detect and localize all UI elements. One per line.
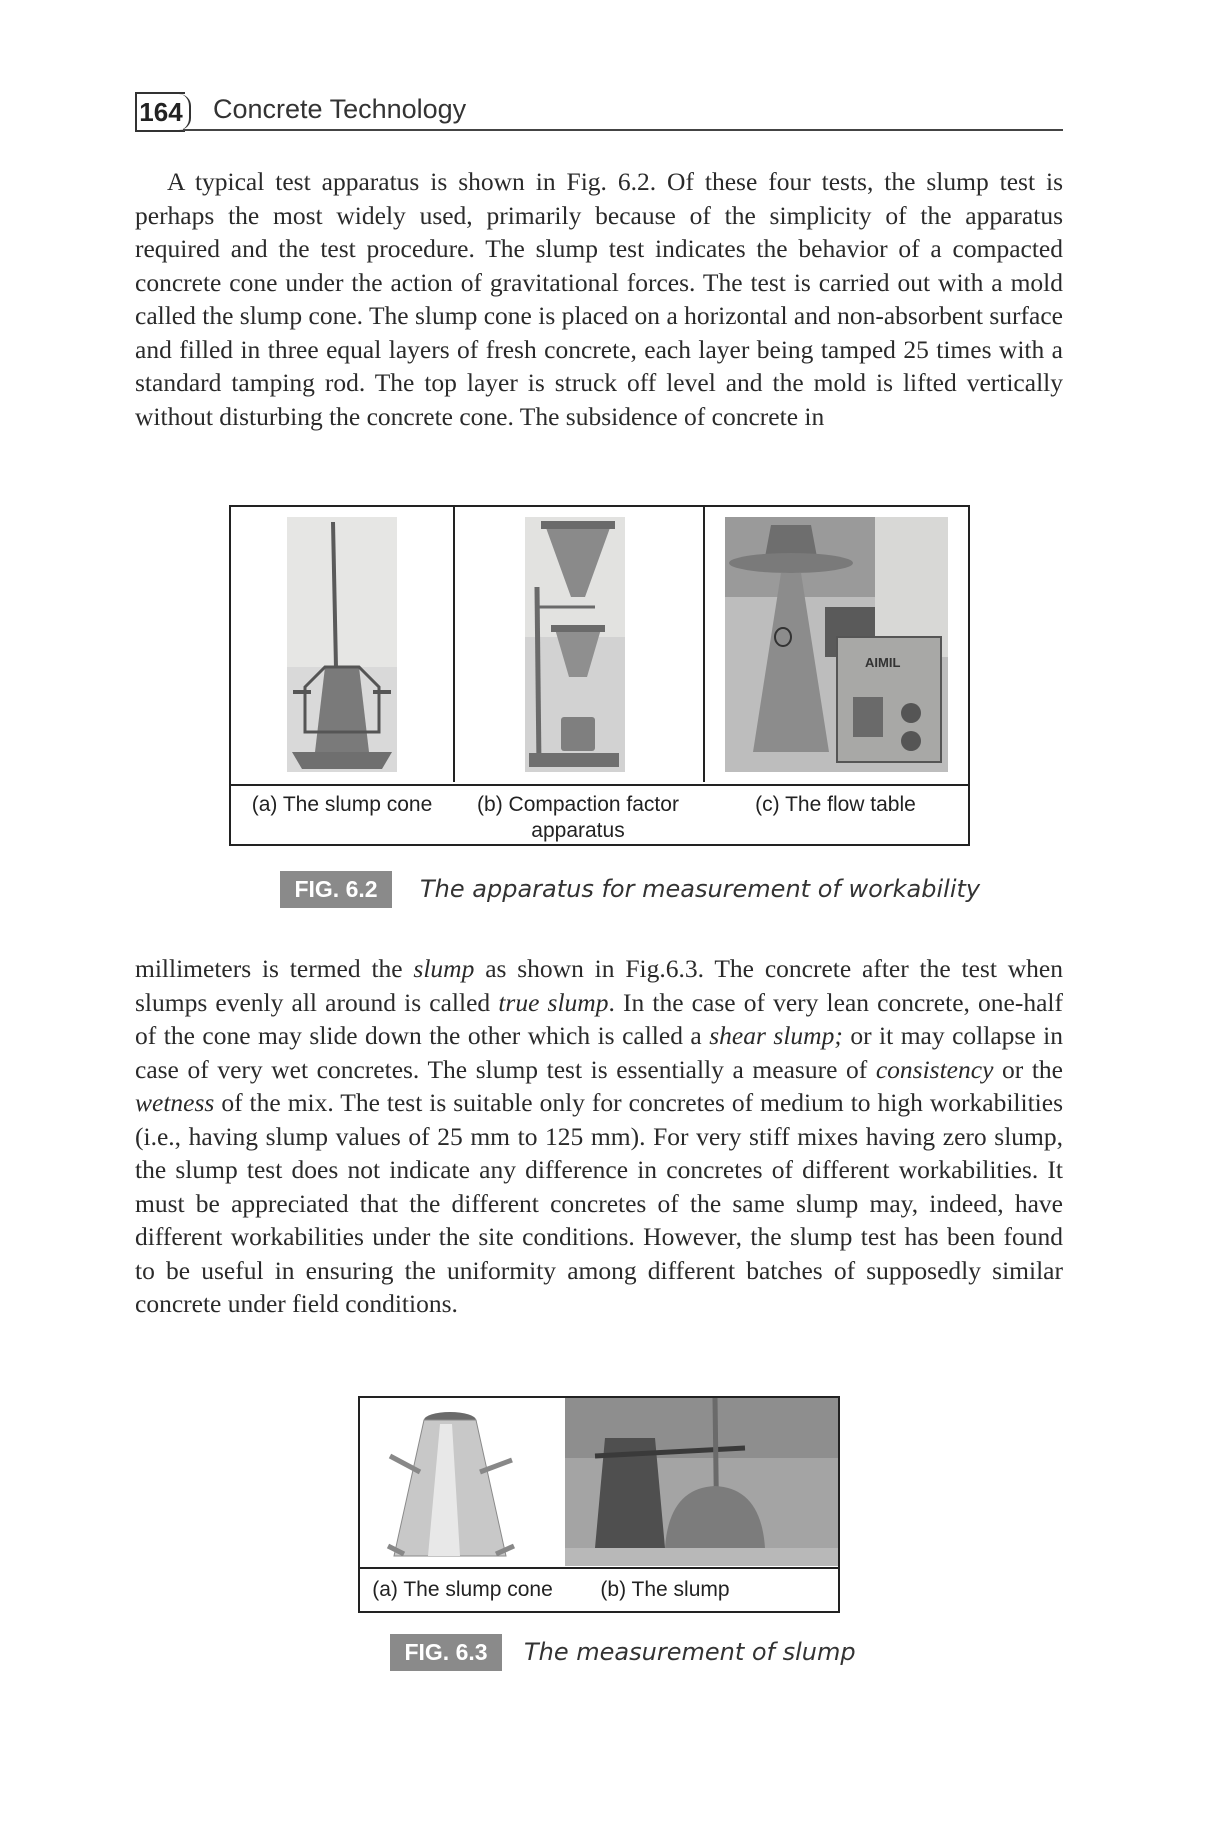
page-number: 164: [135, 92, 185, 132]
fig62-panel-b: [453, 507, 705, 782]
flow-table-photo: [725, 517, 948, 772]
fig62-caption-c: (c) The flow table: [755, 793, 916, 816]
aimil-sticker: AIMIL: [865, 655, 901, 670]
paragraph-2-text: millimeters is termed the: [135, 954, 414, 983]
term-true-slump: true slump: [498, 987, 609, 1017]
figure-6-2: [229, 505, 970, 846]
fig62-caption-b: (b) Compaction factor apparatus: [477, 793, 679, 842]
figure-6-3: [358, 1396, 840, 1613]
figure-6-3-label: FIG. 6.3: [390, 1634, 502, 1671]
slump-cone-photo: [287, 517, 397, 772]
paragraph-2-text: or it may collapse in case of very wet concretes. The slump test is essentially a measure of: [135, 1021, 1063, 1084]
paragraph-2-text: as shown in Fig.6.3. The concrete after the test when slumps evenly all around is called: [135, 954, 1063, 1017]
metal-slump-cone-photo: [380, 1406, 520, 1564]
slump-measurement-photo: [565, 1398, 838, 1566]
term-slump: slump: [413, 954, 475, 983]
term-consistency: consistency: [875, 1054, 994, 1084]
fig62-caption-row: [231, 784, 968, 844]
fig63-panel-a: [360, 1398, 565, 1568]
paragraph-2: [135, 952, 1063, 1321]
fig63-caption-a: (a) The slump cone: [372, 1578, 553, 1601]
paragraph-1: [135, 165, 1063, 433]
term-wetness: wetness: [135, 1088, 215, 1117]
fig62-panel-c: [703, 507, 968, 782]
term-shear-slump: shear slump;: [709, 1021, 843, 1050]
paragraph-2-text: of the mix. The test is suitable only for concretes of medium to high workabilities (i.e., having slump values of 25 mm to 125 mm). For very stiff mixes having zero slump, the slump test does not indicate any difference in concretes of different workabilities. It must be appreciated that the different concretes of the same slump may, indeed, have different workabilities under the site conditions. However, the slump test has been found to be useful in ensuring the uniformity among different batches of supposedly similar concrete under field conditions.: [135, 1088, 1063, 1318]
fig62-caption-a: (a) The slump cone: [251, 793, 433, 816]
fig63-panel-b: [565, 1398, 838, 1568]
fig63-caption-row: [360, 1567, 838, 1611]
running-header: [135, 92, 1063, 134]
paragraph-2-text: or the: [993, 1054, 1063, 1084]
fig63-caption-b: (b) The slump: [600, 1578, 730, 1601]
paragraph-1-text: A typical test apparatus is shown in Fig. 6.2. Of these four tests, the slump test is perhaps the most widely used, primarily because of the simplicity of the apparatus required and the test procedure. The slump test indicates the behavior of a compacted concrete cone under the action of gravitational forces. The test is carried out with a mold called the slump cone. The slump cone is placed on a horizontal and non-absorbent surface and filled in three equal layers of fresh concrete, each layer being tamped 25 times with a standard tamping rod. The top layer is struck off level and the mold is lifted vertically without disturbing the concrete cone. The subsidence of concrete in: [135, 167, 1063, 431]
figure-6-2-label: FIG. 6.2: [280, 871, 392, 908]
figure-6-2-title: The apparatus for measurement of workability: [420, 875, 981, 903]
compaction-factor-photo: [525, 517, 625, 772]
paragraph-2-text: . In the case of very lean concrete, one-half of the cone may slide down the other which is called a: [135, 987, 1064, 1050]
running-title: Concrete Technology: [213, 94, 467, 124]
fig62-panel-a: [231, 507, 455, 782]
header-rule: [183, 129, 1063, 131]
figure-6-3-title: The measurement of slump: [524, 1638, 856, 1666]
